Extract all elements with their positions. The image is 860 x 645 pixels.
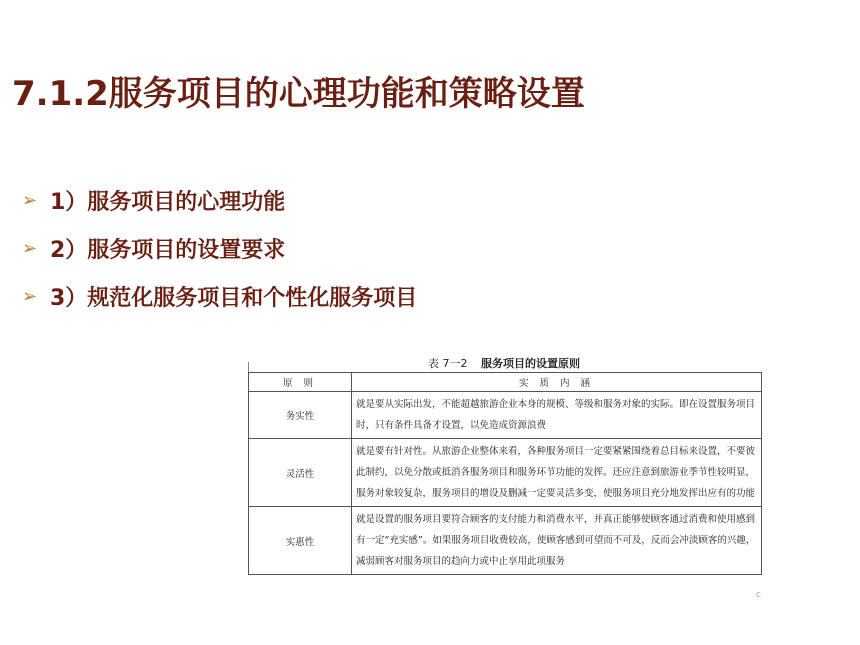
- header-principle: 原 则: [249, 373, 352, 392]
- bullet-text: 2）服务项目的设置要求: [50, 237, 286, 263]
- table-header-row: [249, 373, 762, 392]
- content-cell: 就是设置的服务项目要符合顾客的支付能力和消费水平，并真正能够使顾客通过消费和使用感到有一定“充实感”。如果服务项目收费较高，使顾客感到可望而不可及，反而会冲淡顾客的兴趣，减弱顾客对服务项目的趋向力或中止享用此项服务: [352, 507, 762, 575]
- slide-title: 7.1.2服务项目的心理功能和策略设置: [12, 74, 585, 114]
- bullet-text: 3）规范化服务项目和个性化服务项目: [50, 285, 418, 311]
- table-caption-name: 服务项目的设置原则: [481, 357, 580, 370]
- arrow-bullet-icon: ➢: [22, 285, 38, 307]
- table-row: [249, 507, 762, 575]
- bullet-item: [22, 176, 417, 224]
- bullet-text: 1）服务项目的心理功能: [50, 189, 286, 215]
- principles-table-figure: [246, 356, 762, 575]
- content-cell: 就是要有针对性。从旅游企业整体来看，各种服务项目一定要紧紧围绕着总目标来设置，不要彼此制约，以免分散或抵消各服务项目和服务环节功能的发挥。还应注意到旅游业季节性较明显，服务对象较复杂，服务项目的增设及删减一定要灵活多变，使服务项目充分地发挥出应有的功能: [352, 439, 762, 507]
- bullet-item: [22, 224, 417, 272]
- bullet-list: [22, 176, 417, 320]
- principles-table: [248, 372, 762, 575]
- table-row: [249, 392, 762, 439]
- table-row: [249, 439, 762, 507]
- corner-mark: c: [756, 590, 761, 600]
- arrow-bullet-icon: ➢: [22, 237, 38, 259]
- principle-cell: 务实性: [249, 392, 352, 439]
- arrow-bullet-icon: ➢: [22, 189, 38, 211]
- table-caption: [246, 356, 762, 372]
- table-caption-number: 表 7一2: [428, 357, 468, 370]
- content-cell: 就是要从实际出发，不能超越旅游企业本身的规模、等级和服务对象的实际。即在设置服务项目时，只有条件具备才设置，以免造成资源浪费: [352, 392, 762, 439]
- principle-cell: 灵活性: [249, 439, 352, 507]
- principle-cell: 实惠性: [249, 507, 352, 575]
- header-content: 实 质 内 涵: [352, 373, 762, 392]
- bullet-item: [22, 272, 417, 320]
